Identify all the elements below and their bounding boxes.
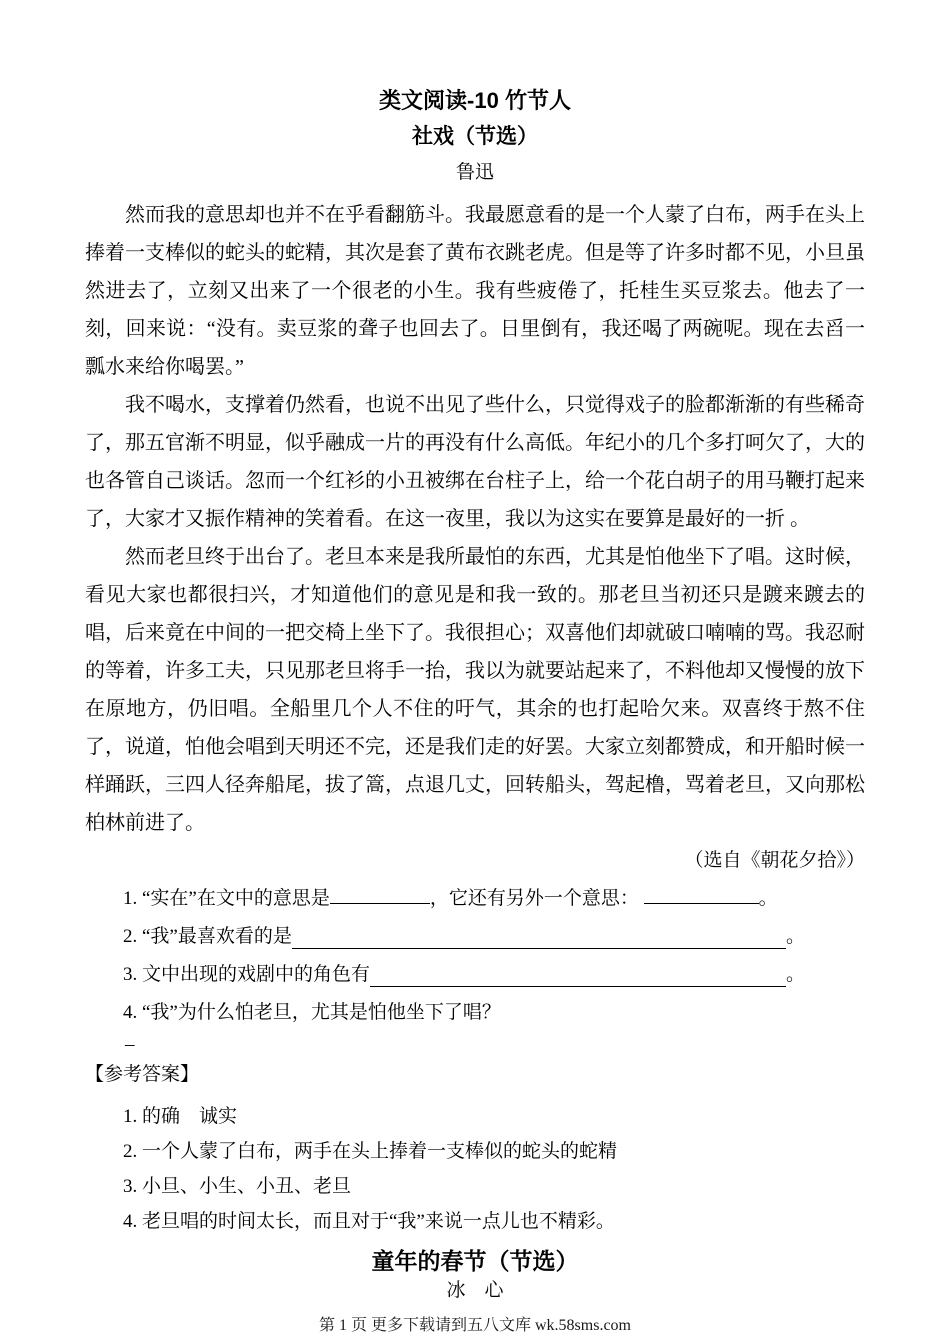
- passage-paragraph: 然而我的意思却也并不在乎看翻筋斗。我最愿意看的是一个人蒙了白布，两手在头上捧着一支棒似的蛇头的蛇精，其次是套了黄布衣跳老虎。但是等了许多时都不见，小旦虽然进去了，立刻又出来了一个很老的小生。我有些疲倦了，托桂生买豆浆去。他去了一刻，回来说：“没有。卖豆浆的聋子也回去了。日里倒有，我还喝了两碗呢。现在去舀一瓢水来给你喝罢。”: [85, 204, 865, 378]
- answer-blank: [292, 948, 786, 949]
- question-3-end: 。: [785, 964, 805, 985]
- question-4: [123, 994, 805, 1032]
- question-2-end: 。: [785, 926, 805, 947]
- answer-blank: [370, 986, 786, 987]
- passage-title: 社戏（节选）: [412, 125, 538, 148]
- question-1-mid: ，它还有另外一个意思：: [429, 888, 644, 909]
- stray-dash: –: [125, 1034, 135, 1055]
- question-1-end: 。: [758, 888, 778, 909]
- next-passage-title: 童年的春节（节选）: [371, 1248, 579, 1274]
- answer-item: 1. 的确 诚实: [123, 1106, 238, 1127]
- question-3: [123, 956, 805, 994]
- page-title: 类文阅读-10 竹节人: [379, 88, 571, 113]
- answer-blank: [644, 886, 759, 904]
- answers-list: [123, 1099, 865, 1239]
- passage-paragraph: 我不喝水，支撑着仍然看，也说不出见了些什么，只觉得戏子的脸都渐渐的有些稀奇了，那五官渐不明显，似乎融成一片的再没有什么高低。年纪小的几个多打呵欠了，大的也各管自己谈话。忽而一个红衫的小丑被绑在台柱子上，给一个花白胡子的用马鞭打起来了，大家才又振作精神的笑着看。在这一夜里，我以为这实在要算是最好的一折 。: [85, 394, 865, 530]
- next-passage-author: 冰 心: [446, 1280, 504, 1301]
- answer-item: 2. 一个人蒙了白布，两手在头上捧着一支棒似的蛇头的蛇精: [123, 1141, 618, 1162]
- answer-item: 3. 小旦、小生、小丑、老旦: [123, 1176, 352, 1197]
- question-1-text: 1. “实在”在文中的意思是: [123, 888, 330, 909]
- question-3-text: 3. 文中出现的戏剧中的角色有: [123, 964, 371, 985]
- passage-body: [85, 196, 865, 842]
- passage-paragraph: 然而老旦终于出台了。老旦本来是我所最怕的东西，尤其是怕他坐下了唱。这时候，看见大家也都很扫兴，才知道他们的意见是和我一致的。那老旦当初还只是踱来踱去的唱，后来竟在中间的一把交椅上坐下了。我很担心；双喜他们却就破口喃喃的骂。我忍耐的等着，许多工夫，只见那老旦将手一抬，我以为就要站起来了，不料他却又慢慢的放下在原地方，仍旧唱。全船里几个人不住的吁气，其余的也打起哈欠来。双喜终于熬不住了，说道，怕他会唱到天明还不完，还是我们走的好罢。大家立刻都赞成，和开船时候一样踊跃，三四人径奔船尾，拔了篙，点退几丈，回转船头，驾起橹，骂着老旦，又向那松柏林前进了。: [85, 546, 865, 834]
- answer-item: 4. 老旦唱的时间太长，而且对于“我”来说一点儿也不精彩。: [123, 1211, 615, 1232]
- question-2: [123, 918, 805, 956]
- question-list: [123, 880, 805, 1032]
- passage-author: 鲁迅: [455, 162, 494, 183]
- passage-source: （选自《朝花夕拾》）: [684, 850, 865, 871]
- page-footer: 第 1 页 更多下载请到五八文库 wk.58sms.com: [318, 1317, 631, 1334]
- answer-blank: [330, 886, 430, 904]
- question-2-text: 2. “我”最喜欢看的是: [123, 926, 292, 947]
- question-4-text: 4. “我”为什么怕老旦，尤其是怕他坐下了唱？: [123, 1002, 501, 1023]
- answers-header: 【参考答案】: [85, 1064, 200, 1085]
- question-1: [123, 880, 805, 918]
